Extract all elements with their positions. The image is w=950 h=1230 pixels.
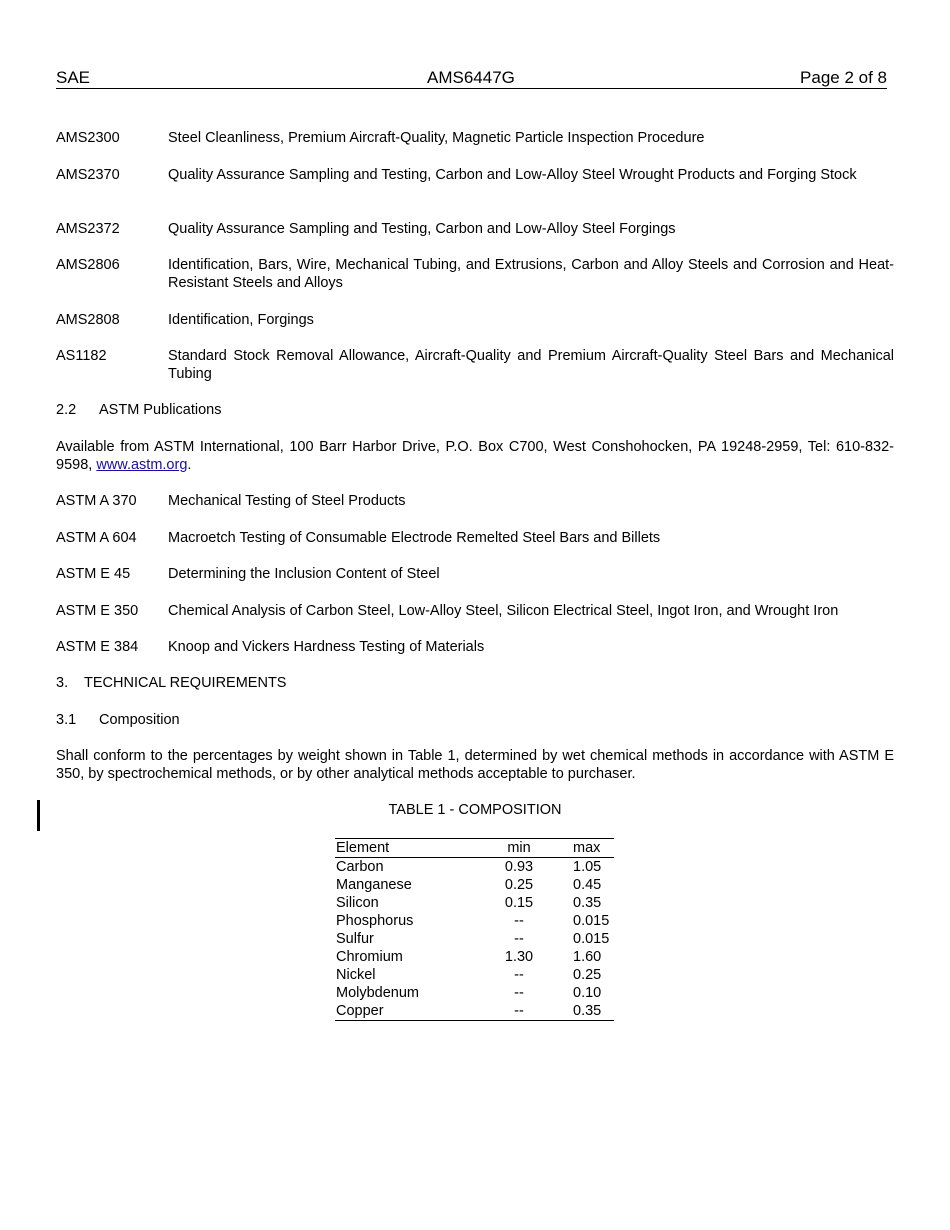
reference-title: Determining the Inclusion Content of Steel (168, 566, 440, 582)
element-cell: Silicon (336, 895, 379, 911)
reference-entry (56, 602, 894, 620)
max-cell: 0.10 (573, 985, 602, 1001)
column-header-max: max (573, 840, 601, 856)
min-cell: 1.30 (504, 949, 534, 965)
reference-entry (56, 347, 894, 383)
reference-code: ASTM E 350 (56, 603, 139, 619)
max-cell: 0.015 (573, 931, 610, 947)
min-cell: 0.93 (504, 859, 534, 875)
min-cell: -- (514, 967, 524, 983)
reference-code: ASTM E 45 (56, 566, 131, 582)
reference-title: Macroetch Testing of Consumable Electrode Remelted Steel Bars and Billets (168, 530, 661, 546)
column-header-element: Element (336, 840, 390, 856)
reference-title: Identification, Forgings (168, 312, 314, 328)
max-cell: 0.015 (573, 913, 610, 929)
table-row (335, 930, 614, 948)
reference-code: ASTM E 384 (56, 639, 139, 655)
max-cell: 0.35 (573, 895, 602, 911)
min-cell: -- (514, 931, 524, 947)
element-cell: Molybdenum (336, 985, 420, 1001)
header-org: SAE (56, 68, 91, 87)
reference-code: AMS2372 (56, 221, 120, 237)
table-row (335, 912, 614, 930)
page-header (56, 68, 887, 89)
composition-table (335, 838, 614, 1021)
section-number: 3. (56, 675, 69, 691)
reference-code: ASTM A 604 (56, 530, 137, 546)
table-row (335, 876, 614, 894)
astm-website-link[interactable]: www.astm.org (96, 457, 188, 473)
section-heading-2-2 (56, 401, 222, 419)
reference-code: ASTM A 370 (56, 493, 137, 509)
reference-title: Mechanical Testing of Steel Products (168, 493, 406, 509)
table-row (335, 1002, 614, 1021)
section-heading-3 (56, 674, 286, 692)
column-header-min: min (507, 840, 531, 856)
section-number: 3.1 (56, 712, 77, 728)
table-row (335, 858, 614, 876)
availability-paragraph (56, 438, 894, 474)
reference-code: AS1182 (56, 348, 107, 364)
table-row (335, 948, 614, 966)
reference-entry (56, 220, 894, 238)
section-number: 2.2 (56, 402, 77, 418)
link-suffix: . (187, 457, 192, 473)
max-cell: 1.60 (573, 949, 602, 965)
table-row (335, 984, 614, 1002)
element-cell: Phosphorus (336, 913, 414, 929)
reference-title: Knoop and Vickers Hardness Testing of Materials (168, 639, 485, 655)
section-title: TECHNICAL REQUIREMENTS (84, 675, 287, 691)
reference-entry (56, 638, 894, 656)
reference-title: Standard Stock Removal Allowance, Aircraft-Quality and Premium Aircraft-Quality Steel Bars and Mechanical Tubing (168, 348, 894, 382)
reference-entry (56, 129, 894, 147)
reference-title: Identification, Bars, Wire, Mechanical Tubing, and Extrusions, Carbon and Alloy Steels and Corrosion and Heat-Resistant Steels and Alloys (168, 257, 894, 291)
element-cell: Copper (336, 1003, 384, 1019)
min-cell: -- (514, 1003, 524, 1019)
header-doc-number: AMS6447G (427, 68, 515, 87)
max-cell: 0.45 (573, 877, 602, 893)
element-cell: Nickel (336, 967, 376, 983)
min-cell: -- (514, 985, 524, 1001)
element-cell: Sulfur (336, 931, 374, 947)
section-title: ASTM Publications (99, 402, 222, 418)
max-cell: 1.05 (573, 859, 602, 875)
reference-entry (56, 166, 894, 184)
section-heading-3-1 (56, 711, 180, 729)
element-cell: Chromium (336, 949, 403, 965)
header-page-number: Page 2 of 8 (800, 68, 887, 87)
table-header-row (335, 838, 614, 858)
reference-entry (56, 311, 894, 329)
reference-title: Quality Assurance Sampling and Testing, Carbon and Low-Alloy Steel Wrought Products and Forging Stock (168, 167, 857, 183)
min-cell: 0.15 (504, 895, 534, 911)
table-title: TABLE 1 - COMPOSITION (388, 802, 562, 818)
composition-paragraph: Shall conform to the percentages by weight shown in Table 1, determined by wet chemical methods in accordance with ASTM E 350, by spectrochemical methods, or by other analytical methods acceptable to purchaser. (56, 748, 894, 782)
reference-code: AMS2370 (56, 167, 120, 183)
table-row (335, 966, 614, 984)
max-cell: 0.25 (573, 967, 602, 983)
reference-code: AMS2806 (56, 257, 120, 273)
reference-title: Steel Cleanliness, Premium Aircraft-Quality, Magnetic Particle Inspection Procedure (168, 130, 705, 146)
max-cell: 0.35 (573, 1003, 602, 1019)
reference-entry (56, 256, 894, 292)
reference-entry (56, 565, 894, 583)
table-row (335, 894, 614, 912)
reference-title: Quality Assurance Sampling and Testing, Carbon and Low-Alloy Steel Forgings (168, 221, 676, 237)
section-title: Composition (99, 712, 180, 728)
reference-title: Chemical Analysis of Carbon Steel, Low-Alloy Steel, Silicon Electrical Steel, Ingot Iron, and Wrought Iron (168, 603, 839, 619)
element-cell: Manganese (336, 877, 412, 893)
reference-code: AMS2808 (56, 312, 120, 328)
reference-entry (56, 529, 894, 547)
reference-code: AMS2300 (56, 130, 120, 146)
reference-entry (56, 492, 894, 510)
min-cell: -- (514, 913, 524, 929)
availability-text: Available from ASTM International, 100 Barr Harbor Drive, P.O. Box C700, West Conshohocken, PA 19248-2959, Tel: 610-832-9598, (56, 439, 894, 473)
element-cell: Carbon (336, 859, 384, 875)
min-cell: 0.25 (504, 877, 534, 893)
